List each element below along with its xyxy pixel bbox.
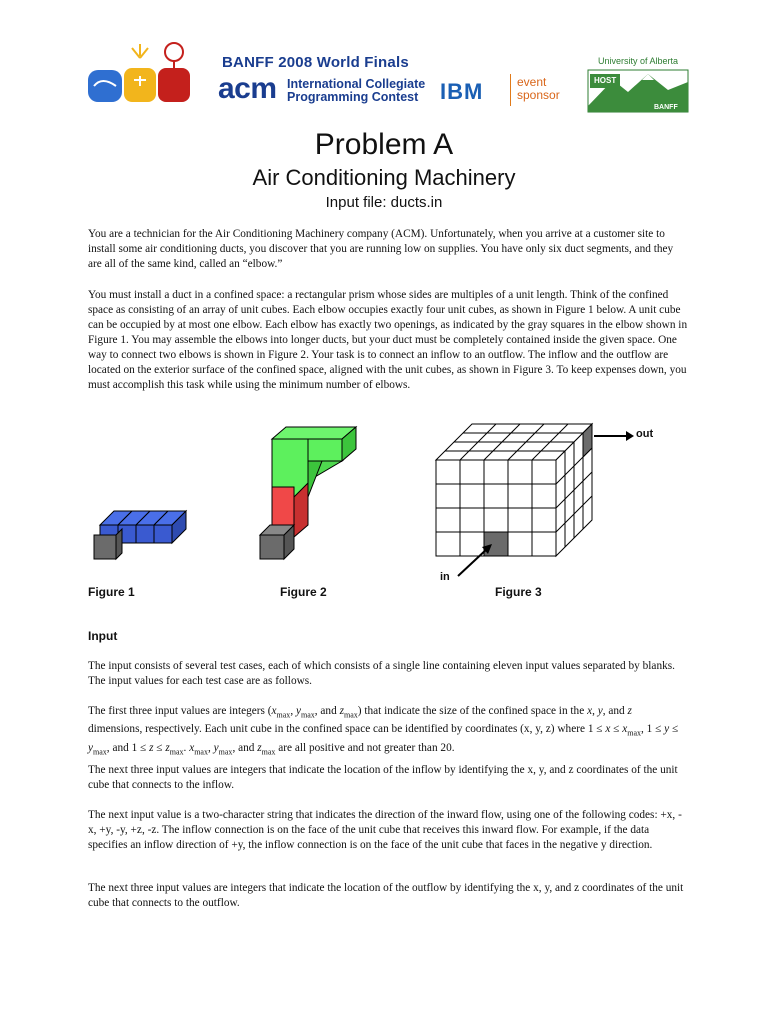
- p2-text-c: ) that indicate the size of the confined space in the: [357, 705, 585, 717]
- sponsor-divider: [510, 74, 511, 106]
- ymax-var: y: [295, 705, 301, 717]
- input-paragraph-1: The input consists of several test cases, each of which consists of a single line containing eleven input values separated by blanks. The input values for each test case are as follows.: [88, 660, 675, 687]
- host-university: University of Alberta: [597, 56, 679, 66]
- p2-text-a: The first three input values are integers (: [88, 705, 272, 717]
- sponsor-line-2: sponsor: [517, 88, 560, 102]
- sponsor-line-1: event: [517, 75, 547, 89]
- problem-heading: Problem A: [314, 128, 454, 161]
- contest-title: BANFF 2008 World Finals: [222, 54, 409, 71]
- event-sponsor-label: [517, 76, 560, 102]
- icpc-name: [287, 78, 425, 104]
- icpc-line-2: Programming Contest: [287, 90, 419, 104]
- figure-3-caption: Figure 3: [495, 585, 542, 599]
- icpc-line-1: International Collegiate: [287, 77, 426, 91]
- figure-1-caption: Figure 1: [88, 585, 135, 599]
- inflow-label: in: [440, 571, 450, 583]
- host-logo: [588, 56, 688, 117]
- input-paragraph-5: The next three input values are integers that indicate the location of the outflow by identifying the x, y, and z coordinates of the unit cube that connects to the outflow.: [88, 882, 684, 909]
- intro-paragraph-2: You must install a duct in a confined space: a rectangular prism whose sides are multiples of a unit length. Think of the confined space as consisting of an array of unit cubes. Each elbow occupies exactly four unit cubes, as shown in Figure 1 below. A unit cube can be occupied by at most one elbow. Each elbow has exactly two openings, as indicated by the gray squares in the elbow shown in Figure 1. You may assemble the elbows into longer ducts, but your duct must be completely contained inside the given space. One way to connect two elbows is shown in Figure 2. Your task is to connect an inflow to an outflow. The inflow and the outflow are located on the exterior surface of the confined space, aligned with the unit cubes, as shown in Figure 3. To keep expenses down, you must accomplish this task while using the minimum number of elbows.: [88, 289, 688, 391]
- problem-name: Air Conditioning Machinery: [252, 165, 516, 190]
- input-file: Input file: ducts.in: [325, 194, 443, 211]
- outflow-label: out: [636, 428, 654, 440]
- intro-paragraph-1: You are a technician for the Air Conditioning Machinery company (ACM). Unfortunately, when you arrive at a customer site to install some air conditioning ducts, you discover that you are running low on supplies. You have only six duct segments, and they are all of the same kind, called an “elbow.”: [88, 228, 674, 270]
- input-paragraph-3: The next three input values are integers that indicate the location of the inflow by identifying the x, y, and z coordinates of the unit cube that connects to the inflow.: [88, 764, 678, 791]
- input-paragraph-2: The first three input values are integers ($x_{max}$, $y_{max}$, and $z_{max}$) that indicate the size of the confined space in the x, y, and z dimensions, respectively. Each unit cube in the confined space can be identified by coordinates (x, y, z) where $1 \le x \le x_{max}$, $1 \le y \le y_{max}$, and $1 \le z \le z_{max}$. $x_{max}$, $y_{max}$, and $z_{max}$ are all positive and not greater than 20.: [88, 705, 679, 756]
- input-paragraph-4: The next input value is a two-character string that indicates the direction of the inward flow, using one of the following codes: +x, -x, +y, -y, +z, -z. The inflow connection is on the face of the unit cube that receives this inward flow. For example, if the data specifies an inflow direction of +y, the inflow connection is on the face of the unit cube that faces in the negative y direction.: [88, 809, 682, 851]
- p2-text-e: are all positive and not greater than 20.: [278, 741, 455, 754]
- p2-text-d: dimensions, respectively. Each unit cube in the confined space can be identified by coordinates (x, y, z) where: [88, 723, 585, 736]
- host-location: BANFF: [654, 104, 678, 111]
- host-badge: HOST: [594, 76, 617, 85]
- figure-1-elbow-diagram: [94, 505, 194, 560]
- ibm-logo: IBM: [440, 79, 484, 104]
- figure-2-caption: Figure 2: [280, 585, 327, 599]
- figure-2-connected-elbows-diagram: [258, 423, 373, 563]
- figure-3-confined-space-diagram: [436, 420, 666, 590]
- zmax-var: z: [339, 705, 344, 717]
- input-section-heading: Input: [88, 629, 118, 643]
- contest-header: [0, 0, 768, 118]
- acm-logo: acm: [218, 72, 277, 105]
- xmax-sub: max: [276, 710, 291, 720]
- zmax-sub: max: [343, 710, 358, 720]
- contest-logo-icon: [88, 42, 198, 104]
- ymax-sub: max: [300, 710, 315, 720]
- p2-text-and: and: [320, 705, 337, 717]
- xmax-var: x: [271, 705, 277, 717]
